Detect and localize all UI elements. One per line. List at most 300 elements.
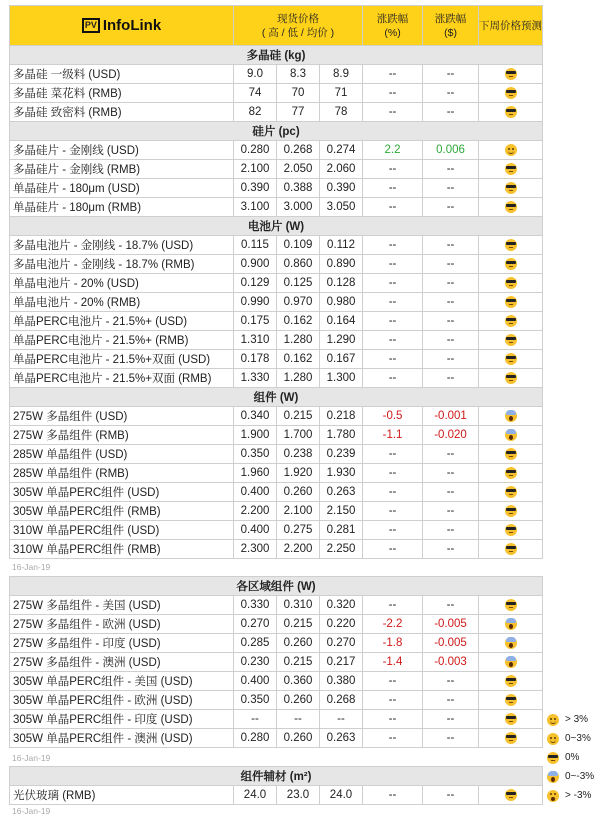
- change-usd-unit: ($): [444, 26, 457, 39]
- price-high: 0.330: [234, 596, 277, 615]
- price-avg: 2.150: [320, 502, 363, 521]
- price-high: 3.100: [234, 198, 277, 217]
- section-title: 电池片 (W): [10, 217, 543, 236]
- cool-face-icon: [505, 296, 517, 308]
- change-usd: --: [423, 293, 479, 312]
- forecast-cell: [479, 729, 543, 748]
- price-low: 2.050: [277, 160, 320, 179]
- price-avg: 0.128: [320, 274, 363, 293]
- product-name: 单晶PERC电池片 - 21.5%+ (USD): [10, 312, 234, 331]
- price-avg: 0.218: [320, 407, 363, 426]
- infolink-logo: [82, 18, 161, 33]
- cool-face-icon: [505, 87, 517, 99]
- forecast-cell: [479, 65, 543, 84]
- price-avg: 0.263: [320, 483, 363, 502]
- change-usd: --: [423, 540, 479, 559]
- change-usd: -0.003: [423, 653, 479, 672]
- product-name: 275W 多晶组件 - 澳洲 (USD): [10, 653, 234, 672]
- cool-face-icon: [505, 543, 517, 555]
- product-name: 275W 多晶组件 (RMB): [10, 426, 234, 445]
- forecast-cell: [479, 141, 543, 160]
- cool-face-icon: [505, 486, 517, 498]
- change-usd: --: [423, 274, 479, 293]
- change-usd: -0.005: [423, 615, 479, 634]
- price-high: --: [234, 710, 277, 729]
- cool-face-icon: [505, 315, 517, 327]
- product-name: 310W 单晶PERC组件 (RMB): [10, 540, 234, 559]
- table-row: [10, 710, 543, 729]
- table-row: [10, 653, 543, 672]
- forecast-cell: [479, 426, 543, 445]
- cool-face-icon: [505, 258, 517, 270]
- table-header: [10, 6, 543, 46]
- price-low: 2.200: [277, 540, 320, 559]
- price-avg: 1.780: [320, 426, 363, 445]
- change-usd: --: [423, 786, 479, 805]
- table-row: [10, 84, 543, 103]
- smile-face-icon: [505, 144, 517, 156]
- price-avg: 0.167: [320, 350, 363, 369]
- change-usd: --: [423, 729, 479, 748]
- price-low: 1.920: [277, 464, 320, 483]
- table-row: [10, 502, 543, 521]
- table-row: [10, 407, 543, 426]
- product-name: 305W 单晶PERC组件 - 印度 (USD): [10, 710, 234, 729]
- table-body-regional: [10, 577, 543, 748]
- price-low: 1.280: [277, 331, 320, 350]
- forecast-cell: [479, 407, 543, 426]
- product-name: 多晶硅片 - 金刚线 (USD): [10, 141, 234, 160]
- price-avg: 0.380: [320, 672, 363, 691]
- change-usd: --: [423, 483, 479, 502]
- cool-face-icon: [505, 789, 517, 801]
- forecast-cell: [479, 350, 543, 369]
- price-avg: 0.239: [320, 445, 363, 464]
- price-high: 0.340: [234, 407, 277, 426]
- product-name: 单晶电池片 - 20% (USD): [10, 274, 234, 293]
- scream-face-icon: [505, 656, 517, 668]
- price-avg: 0.890: [320, 255, 363, 274]
- table-row: [10, 786, 543, 805]
- pv-logo-icon: PV: [82, 18, 100, 33]
- legend-label: 0%: [565, 752, 580, 763]
- table-row: [10, 331, 543, 350]
- price-avg: 2.250: [320, 540, 363, 559]
- forecast-cell: [479, 786, 543, 805]
- product-name: 305W 单晶PERC组件 (USD): [10, 483, 234, 502]
- price-low: 0.215: [277, 615, 320, 634]
- change-usd: --: [423, 369, 479, 388]
- section-header: [10, 577, 543, 596]
- price-table-regional: [9, 576, 543, 748]
- table-row: [10, 255, 543, 274]
- table-row: [10, 65, 543, 84]
- forecast-cell: [479, 84, 543, 103]
- change-usd: 0.006: [423, 141, 479, 160]
- price-avg: 0.270: [320, 634, 363, 653]
- section-title: 组件 (W): [10, 388, 543, 407]
- table-row: [10, 615, 543, 634]
- legend-label: 0~-3%: [565, 771, 595, 782]
- change-usd: --: [423, 65, 479, 84]
- legend-label: > 3%: [565, 714, 589, 725]
- change-usd: --: [423, 710, 479, 729]
- change-usd: --: [423, 84, 479, 103]
- table-row: [10, 236, 543, 255]
- cool-face-icon: [505, 448, 517, 460]
- forecast-cell: [479, 331, 543, 350]
- price-avg: 0.263: [320, 729, 363, 748]
- price-avg: 0.112: [320, 236, 363, 255]
- price-high: 0.350: [234, 445, 277, 464]
- section-header: [10, 46, 543, 65]
- change-pct: -0.5: [363, 407, 423, 426]
- price-high: 24.0: [234, 786, 277, 805]
- price-low: 70: [277, 84, 320, 103]
- table-row: [10, 426, 543, 445]
- table-row: [10, 103, 543, 122]
- product-name: 单晶硅片 - 180μm (RMB): [10, 198, 234, 217]
- product-name: 275W 多晶组件 - 美国 (USD): [10, 596, 234, 615]
- forecast-cell: [479, 672, 543, 691]
- change-pct: --: [363, 255, 423, 274]
- scream-face-icon: [505, 618, 517, 630]
- change-pct: --: [363, 236, 423, 255]
- price-avg: 0.268: [320, 691, 363, 710]
- product-name: 285W 单晶组件 (RMB): [10, 464, 234, 483]
- price-table-main: [9, 5, 543, 559]
- product-name: 单晶硅片 - 180μm (USD): [10, 179, 234, 198]
- product-name: 275W 多晶组件 - 印度 (USD): [10, 634, 234, 653]
- forecast-cell: [479, 198, 543, 217]
- change-pct-unit: (%): [384, 26, 401, 39]
- table-row: [10, 141, 543, 160]
- change-pct-title: 涨跌幅: [376, 12, 409, 25]
- price-high: 0.285: [234, 634, 277, 653]
- change-usd: -0.005: [423, 634, 479, 653]
- price-low: 0.260: [277, 483, 320, 502]
- price-low: 2.100: [277, 502, 320, 521]
- product-name: 多晶电池片 - 金刚线 - 18.7% (RMB): [10, 255, 234, 274]
- date-stamp: 16-Jan-19: [12, 806, 51, 816]
- table-row: [10, 350, 543, 369]
- price-low: 0.860: [277, 255, 320, 274]
- legend-label: 0~3%: [565, 733, 591, 744]
- forecast-cell: [479, 103, 543, 122]
- price-high: 0.280: [234, 141, 277, 160]
- price-high: 0.270: [234, 615, 277, 634]
- cool-face-icon: [505, 713, 517, 725]
- change-usd-header: [423, 6, 479, 46]
- forecast-cell: [479, 445, 543, 464]
- change-pct: --: [363, 293, 423, 312]
- forecast-cell: [479, 521, 543, 540]
- product-name: 305W 单晶PERC组件 - 美国 (USD): [10, 672, 234, 691]
- price-high: 0.129: [234, 274, 277, 293]
- forecast-cell: [479, 179, 543, 198]
- cool-face-icon: [505, 505, 517, 517]
- product-name: 单晶PERC电池片 - 21.5%+ (RMB): [10, 331, 234, 350]
- forecast-cell: [479, 255, 543, 274]
- change-pct: --: [363, 331, 423, 350]
- price-low: 1.700: [277, 426, 320, 445]
- change-pct: --: [363, 160, 423, 179]
- date-stamp: 16-Jan-19: [12, 753, 51, 763]
- change-pct: -1.4: [363, 653, 423, 672]
- cool-face-icon: [505, 201, 517, 213]
- legend-label: > -3%: [565, 790, 592, 801]
- forecast-cell: [479, 274, 543, 293]
- price-high: 1.310: [234, 331, 277, 350]
- change-pct: -2.2: [363, 615, 423, 634]
- price-high: 0.350: [234, 691, 277, 710]
- date-stamp: 16-Jan-19: [12, 562, 51, 572]
- price-high: 82: [234, 103, 277, 122]
- table-row: [10, 634, 543, 653]
- price-high: 0.900: [234, 255, 277, 274]
- forecast-cell: [479, 615, 543, 634]
- table-row: [10, 312, 543, 331]
- change-usd-title: 涨跌幅: [434, 12, 467, 25]
- section-title: 组件辅材 (m²): [10, 767, 543, 786]
- change-pct: 2.2: [363, 141, 423, 160]
- price-high: 74: [234, 84, 277, 103]
- price-high: 0.178: [234, 350, 277, 369]
- change-pct: --: [363, 312, 423, 331]
- forecast-cell: [479, 312, 543, 331]
- forecast-cell: [479, 369, 543, 388]
- legend-item: [547, 729, 609, 748]
- price-low: 0.162: [277, 350, 320, 369]
- cool-face-icon: [505, 599, 517, 611]
- price-avg: 24.0: [320, 786, 363, 805]
- price-high: 1.900: [234, 426, 277, 445]
- change-pct: --: [363, 672, 423, 691]
- product-name: 多晶硅 致密料 (RMB): [10, 103, 234, 122]
- price-avg: 71: [320, 84, 363, 103]
- cool-face-icon: [505, 694, 517, 706]
- price-high: 0.230: [234, 653, 277, 672]
- price-avg: 1.930: [320, 464, 363, 483]
- forecast-cell: [479, 160, 543, 179]
- price-low: 0.388: [277, 179, 320, 198]
- price-low: 3.000: [277, 198, 320, 217]
- forecast-cell: [479, 596, 543, 615]
- price-low: 8.3: [277, 65, 320, 84]
- change-pct-header: [363, 6, 423, 46]
- price-high: 0.175: [234, 312, 277, 331]
- price-avg: 0.217: [320, 653, 363, 672]
- product-name: 单晶PERC电池片 - 21.5%+双面 (RMB): [10, 369, 234, 388]
- change-pct: --: [363, 540, 423, 559]
- table-row: [10, 160, 543, 179]
- change-usd: --: [423, 464, 479, 483]
- logo-text: InfoLink: [102, 16, 162, 34]
- forecast-cell: [479, 710, 543, 729]
- section-title: 各区域组件 (W): [10, 577, 543, 596]
- product-name: 多晶电池片 - 金刚线 - 18.7% (USD): [10, 236, 234, 255]
- legend-item: [547, 767, 609, 786]
- cool-face-icon: [505, 524, 517, 536]
- change-usd: --: [423, 160, 479, 179]
- legend-item: [547, 710, 609, 729]
- price-low: 0.268: [277, 141, 320, 160]
- price-low: 0.162: [277, 312, 320, 331]
- section-header: [10, 122, 543, 141]
- cool-face-icon: [505, 277, 517, 289]
- spot-price-header: [234, 6, 363, 46]
- cool-face-icon: [505, 334, 517, 346]
- scream-face-icon: [505, 637, 517, 649]
- price-low: 0.215: [277, 407, 320, 426]
- change-usd: --: [423, 331, 479, 350]
- product-name: 多晶硅 菜花料 (RMB): [10, 84, 234, 103]
- table-row: [10, 179, 543, 198]
- section-title: 硅片 (pc): [10, 122, 543, 141]
- change-pct: --: [363, 350, 423, 369]
- change-usd: --: [423, 445, 479, 464]
- table-row: [10, 540, 543, 559]
- price-low: 0.260: [277, 691, 320, 710]
- price-high: 0.400: [234, 521, 277, 540]
- product-name: 单晶PERC电池片 - 21.5%+双面 (USD): [10, 350, 234, 369]
- product-name: 多晶硅 一级料 (USD): [10, 65, 234, 84]
- price-avg: --: [320, 710, 363, 729]
- change-pct: --: [363, 65, 423, 84]
- price-table-materials: [9, 766, 543, 805]
- change-usd: --: [423, 672, 479, 691]
- price-low: 0.125: [277, 274, 320, 293]
- product-name: 275W 多晶组件 - 欧洲 (USD): [10, 615, 234, 634]
- table-row: [10, 369, 543, 388]
- change-pct: --: [363, 198, 423, 217]
- price-low: 0.109: [277, 236, 320, 255]
- forecast-cell: [479, 293, 543, 312]
- change-pct: --: [363, 445, 423, 464]
- price-high: 0.115: [234, 236, 277, 255]
- cool-face-icon: [505, 372, 517, 384]
- change-pct: --: [363, 710, 423, 729]
- price-high: 0.400: [234, 483, 277, 502]
- change-usd: --: [423, 236, 479, 255]
- smile-face-icon: [547, 733, 559, 745]
- change-pct: --: [363, 521, 423, 540]
- price-high: 0.280: [234, 729, 277, 748]
- forecast-cell: [479, 502, 543, 521]
- price-avg: 3.050: [320, 198, 363, 217]
- price-avg: 0.274: [320, 141, 363, 160]
- change-pct: --: [363, 369, 423, 388]
- change-pct: --: [363, 596, 423, 615]
- price-low: --: [277, 710, 320, 729]
- change-pct: -1.1: [363, 426, 423, 445]
- product-name: 305W 单晶PERC组件 (RMB): [10, 502, 234, 521]
- change-usd: --: [423, 198, 479, 217]
- section-header: [10, 217, 543, 236]
- cool-face-icon: [505, 467, 517, 479]
- cool-face-icon: [505, 732, 517, 744]
- product-name: 305W 单晶PERC组件 - 欧洲 (USD): [10, 691, 234, 710]
- change-usd: --: [423, 255, 479, 274]
- section-title: 多晶硅 (kg): [10, 46, 543, 65]
- product-name: 310W 单晶PERC组件 (USD): [10, 521, 234, 540]
- product-name: 285W 单晶组件 (USD): [10, 445, 234, 464]
- forecast-cell: [479, 464, 543, 483]
- price-low: 0.260: [277, 729, 320, 748]
- change-usd: --: [423, 312, 479, 331]
- forecast-cell: [479, 483, 543, 502]
- price-low: 0.970: [277, 293, 320, 312]
- cool-face-icon: [505, 675, 517, 687]
- price-low: 0.360: [277, 672, 320, 691]
- section-header: [10, 767, 543, 786]
- product-name: 光伏玻璃 (RMB): [10, 786, 234, 805]
- product-name: 275W 多晶组件 (USD): [10, 407, 234, 426]
- cool-face-icon: [505, 106, 517, 118]
- price-low: 0.215: [277, 653, 320, 672]
- table-row: [10, 198, 543, 217]
- forecast-cell: [479, 634, 543, 653]
- legend-item: [547, 786, 609, 805]
- change-usd: --: [423, 521, 479, 540]
- price-high: 0.390: [234, 179, 277, 198]
- product-name: 305W 单晶PERC组件 - 澳洲 (USD): [10, 729, 234, 748]
- forecast-cell: [479, 653, 543, 672]
- price-high: 0.400: [234, 672, 277, 691]
- price-avg: 1.300: [320, 369, 363, 388]
- forecast-legend: [547, 710, 609, 805]
- change-usd: --: [423, 179, 479, 198]
- price-low: 23.0: [277, 786, 320, 805]
- price-avg: 0.281: [320, 521, 363, 540]
- change-usd: --: [423, 103, 479, 122]
- table-row: [10, 445, 543, 464]
- change-pct: --: [363, 483, 423, 502]
- table-row: [10, 691, 543, 710]
- legend-item: [547, 748, 609, 767]
- change-pct: --: [363, 84, 423, 103]
- change-usd: --: [423, 596, 479, 615]
- cool-face-icon: [505, 163, 517, 175]
- cool-face-icon: [547, 752, 559, 764]
- change-pct: --: [363, 274, 423, 293]
- spot-price-subtitle: ( 高 / 低 / 均价 ): [261, 26, 335, 39]
- table-row: [10, 729, 543, 748]
- table-body-materials: [10, 767, 543, 805]
- price-high: 1.960: [234, 464, 277, 483]
- price-avg: 78: [320, 103, 363, 122]
- price-high: 2.300: [234, 540, 277, 559]
- spot-price-title: 现货价格: [277, 12, 320, 25]
- table-row: [10, 672, 543, 691]
- scream-face-icon: [505, 410, 517, 422]
- price-low: 77: [277, 103, 320, 122]
- price-avg: 0.980: [320, 293, 363, 312]
- table-row: [10, 521, 543, 540]
- forecast-header: 下周价格预测: [479, 6, 543, 46]
- change-pct: --: [363, 464, 423, 483]
- price-avg: 2.060: [320, 160, 363, 179]
- section-header: [10, 388, 543, 407]
- price-high: 1.330: [234, 369, 277, 388]
- table-row: [10, 293, 543, 312]
- scream-face-icon: [505, 429, 517, 441]
- price-low: 0.238: [277, 445, 320, 464]
- cool-face-icon: [505, 182, 517, 194]
- product-name: 单晶电池片 - 20% (RMB): [10, 293, 234, 312]
- shock-face-icon: [547, 790, 559, 802]
- price-avg: 8.9: [320, 65, 363, 84]
